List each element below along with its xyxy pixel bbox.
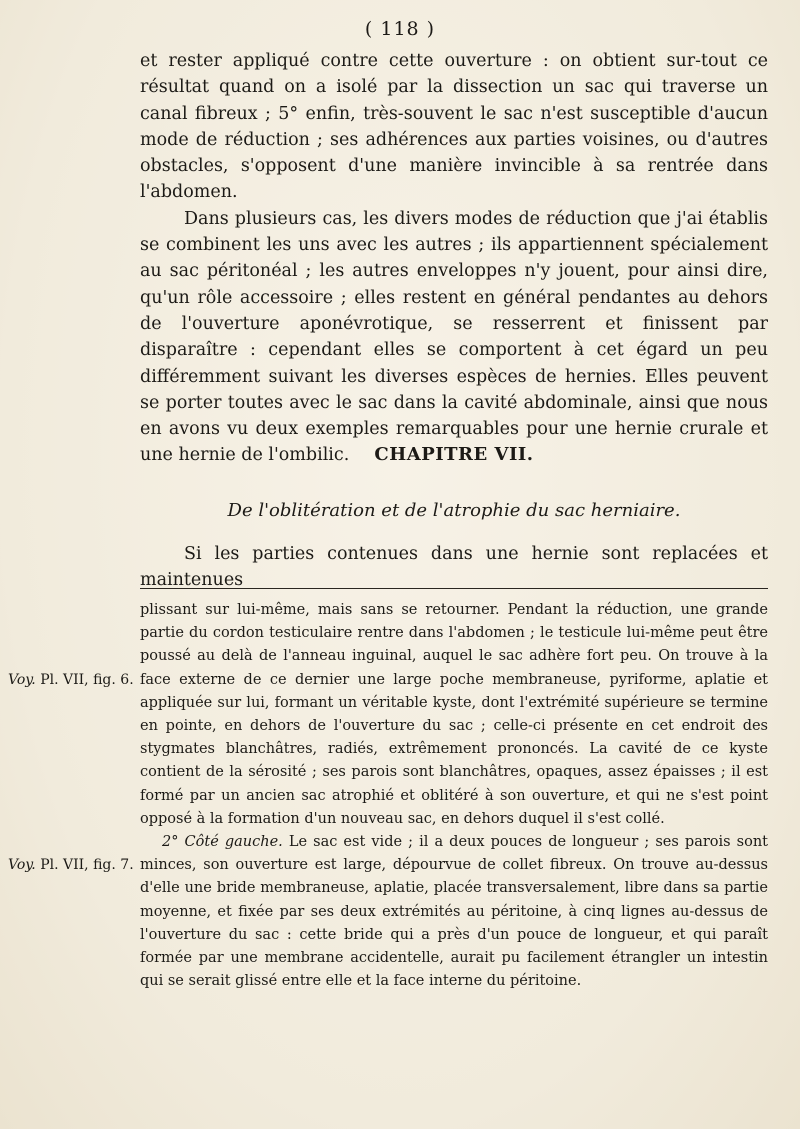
footnote-divider: [140, 588, 768, 589]
chapter-opening-line: Si les parties contenues dans une hernie sont replacées et maintenues: [140, 544, 768, 590]
chapter-title: CHAPITRE VII.: [374, 444, 534, 465]
margin-note-plate-ref-1: [8, 672, 134, 688]
main-paragraph-1: et rester appliqué contre cette ouverture : on obtient sur-tout ce résultat quand on a isolé par la dissection un sac qui traverse un canal fibreux ; 5° enfin, très-souvent le sac n'est susceptible d'aucun mode de réduction ; ses adhérences aux parties voisines, ou d'autres obstacles, s'opposent d'une manière invincible à sa rentrée dans l'abdomen.: [140, 51, 768, 203]
margin-note-ref: Pl. VII, fig. 7.: [35, 857, 134, 873]
main-text: [140, 48, 768, 469]
margin-note-voy: Voy.: [8, 672, 36, 688]
chapter-subtitle: De l'oblitération et de l'atrophie du sac herniaire.: [227, 500, 681, 521]
footnote-paragraph-2-text: Le sac est vide ; il a deux pouces de longueur ; ses parois sont minces, son ouverture est large, dépourvue de collet fibreux. On trouve au-dessus d'elle une bride membraneuse, aplatie, placée transversalement, libre dans sa partie moyenne, et fixée par ses deux extrémités au péritoine, à cinq lignes au-dessus de l'ouverture du sac : cette bride qui a près d'un pouce de longueur, et qui paraît formée par une membrane accidentelle, aurait pu facilement étrangler un intestin qui se serait glissé entre elle et la face interne du péritoine.: [140, 834, 768, 990]
footnote-lead: 2° Côté gauche.: [162, 834, 283, 851]
margin-note-voy: Voy.: [8, 857, 36, 873]
margin-note-plate-ref-2: [8, 857, 134, 873]
footnote-paragraph-2: [140, 831, 768, 993]
main-paragraph-2: Dans plusieurs cas, les divers modes de réduction que j'ai établis se combinent les uns avec les autres ; ils appartiennent spécialement au sac péritonéal ; les autres enveloppes n'y jouent, pour ainsi dire, qu'un rôle accessoire ; elles restent en général pendantes au dehors de l'ouverture aponévrotique, se resserrent et finissent par disparaître : cependant elles se comportent à cet égard un peu différemment suivant les diverses espèces de hernies. Elles peuvent se porter toutes avec le sac dans la cavité abdominale, ainsi que nous en avons vu deux exemples remarquables pour une hernie crurale et une hernie de l'ombilic.: [140, 208, 768, 466]
page-number: ( 118 ): [364, 18, 436, 40]
footnote: [140, 599, 768, 993]
footnote-paragraph-1: plissant sur lui-même, mais sans se retourner. Pendant la réduction, une grande partie du cordon testiculaire rentre dans l'abdomen ; le testicule lui-même peut être poussé au delà de l'anneau inguinal, auquel le sac adhère fort peu. On trouve à la face externe de ce dernier une large poche membraneuse, pyriforme, aplatie et appliquée sur lui, formant un véritable kyste, dont l'extrémité supérieure se termine en pointe, en dehors de l'ouverture du sac ; celle-ci présente en cet endroit des stygmates blanchâtres, radiés, extrêmement prononcés. La cavité de ce kyste contient de la sérosité ; ses parois sont blanchâtres, opaques, assez épaisses ; il est formé par un ancien sac atrophié et oblitéré à son ouverture, et qui ne s'est point opposé à la formation d'un nouveau sac, en dehors duquel il s'est collé.: [140, 602, 768, 827]
margin-note-ref: Pl. VII, fig. 6.: [35, 672, 134, 688]
